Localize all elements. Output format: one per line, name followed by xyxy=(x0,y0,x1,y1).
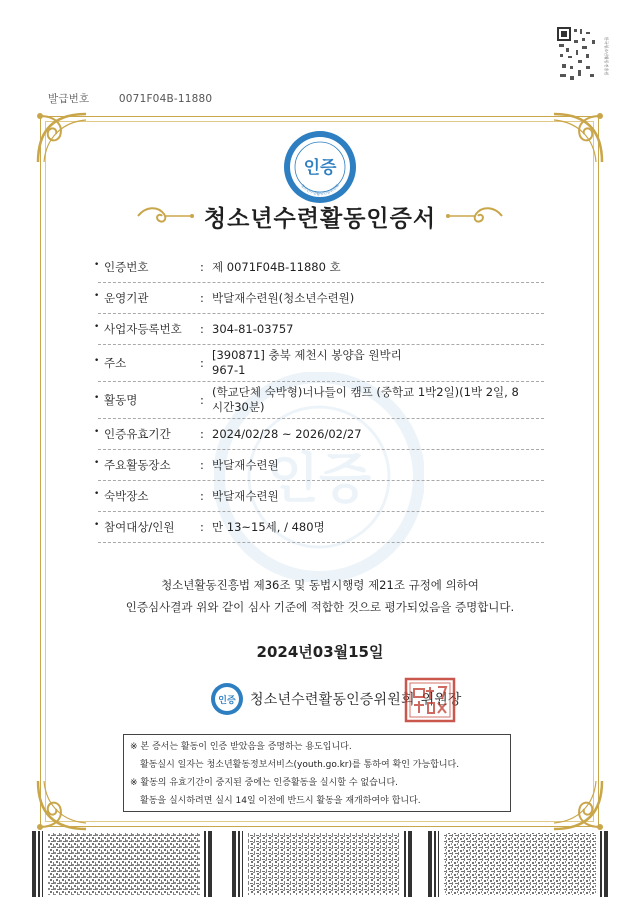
certificate-title: 청소년수련활동인증서 xyxy=(203,205,437,232)
field-label: • 운영기관 xyxy=(98,290,200,306)
field-label: • 인증유효기간 xyxy=(98,426,200,442)
field-colon: : xyxy=(200,393,204,407)
issue-number xyxy=(48,91,212,106)
field-label: • 사업자등록번호 xyxy=(98,321,200,337)
field-value xyxy=(212,348,544,378)
field-row xyxy=(98,252,544,283)
field-colon: : xyxy=(200,520,204,534)
pdf417-barcode-icon xyxy=(428,831,608,897)
pdf417-barcode-icon xyxy=(232,831,412,897)
field-value: 제 0071F04B-11880 호 xyxy=(212,259,341,274)
committee-logo-text: 인증 xyxy=(218,696,236,706)
emblem-bottom-text: 청소년수련활동인증위원회 xyxy=(300,182,340,197)
field-colon: : xyxy=(200,322,204,336)
field-colon: : xyxy=(200,291,204,305)
field-label: • 인증번호 xyxy=(98,259,200,275)
official-seal-icon xyxy=(404,677,456,723)
field-colon: : xyxy=(200,356,204,370)
field-value-line: (학교단체 숙박형)너나들이 캠프 (중학교 1박2일)(1박 2일, 8 xyxy=(212,385,519,399)
emblem-top-text: YOUTH ACTIVITY PROGRAM xyxy=(290,136,350,163)
field-row xyxy=(98,450,544,481)
notice-line: ※ 본 증서는 활동이 인증 받았음을 증명하는 용도입니다. xyxy=(130,742,352,752)
corner-ornament-icon xyxy=(34,777,90,833)
field-value-line: [390871] 충북 제천시 봉양읍 원박리 xyxy=(212,348,402,362)
committee-role: 위원장 xyxy=(420,692,462,708)
field-row xyxy=(98,283,544,314)
field-label: • 주소 xyxy=(98,355,200,371)
notice-line: 활동실시 일자는 청소년활동정보서비스(youth.go.kr)를 통하여 확인 가능합니다. xyxy=(140,760,460,770)
notice-line: ※ 활동의 유효기간이 중지된 중에는 인증활동을 실시할 수 없습니다. xyxy=(130,778,399,788)
corner-ornament-icon xyxy=(550,110,606,166)
corner-ornament-icon xyxy=(34,110,90,166)
field-value: 2024/02/28 ~ 2026/02/27 xyxy=(212,426,362,441)
field-value xyxy=(212,385,544,415)
field-label: • 숙박장소 xyxy=(98,488,200,504)
field-row xyxy=(98,314,544,345)
field-value: 만 13~15세, / 480명 xyxy=(212,519,325,534)
field-value-line: 967-1 xyxy=(212,363,246,377)
issue-number-value: 0071F04B-11880 xyxy=(118,93,213,105)
svg-text:한국청소년활동진흥원: 한국청소년활동진흥원 xyxy=(604,36,609,76)
field-label: • 주요활동장소 xyxy=(98,457,200,473)
field-value: 304-81-03757 xyxy=(212,321,294,336)
field-colon: : xyxy=(200,427,204,441)
statement-line: 청소년활동진흥법 제36조 및 동법시행령 제21조 규정에 의하여 xyxy=(161,578,479,592)
certification-statement xyxy=(0,574,640,618)
field-label: • 참여대상/인원 xyxy=(98,519,200,535)
field-colon: : xyxy=(200,260,204,274)
title-area xyxy=(0,198,640,234)
field-row xyxy=(98,512,544,543)
qr-code-icon xyxy=(556,26,614,84)
field-row xyxy=(98,345,544,382)
committee-logo-icon xyxy=(210,682,244,716)
statement-line: 인증심사결과 위와 같이 심사 기준에 적합한 것으로 평가되었음을 증명합니다. xyxy=(125,600,515,614)
notice-box xyxy=(123,734,511,812)
watermark-text: 인증 xyxy=(266,447,372,510)
field-row xyxy=(98,419,544,450)
emblem-center-text: 인증 xyxy=(303,158,337,178)
issue-date: 2024년03월15일 xyxy=(256,643,384,661)
pdf417-barcode-icon xyxy=(32,831,212,897)
flourish-right-icon xyxy=(446,204,504,228)
field-label: • 활동명 xyxy=(98,392,200,408)
committee-name: 청소년수련활동인증위원회 xyxy=(250,692,415,708)
corner-ornament-icon xyxy=(550,777,606,833)
notice-line: 활동을 실시하려면 실시 14일 이전에 반드시 활동을 재개하여야 합니다. xyxy=(140,796,421,806)
issue-number-label: 발급번호 xyxy=(48,93,90,105)
field-value: 박달재수련원 xyxy=(212,457,279,472)
field-colon: : xyxy=(200,489,204,503)
field-value: 박달재수련원(청소년수련원) xyxy=(212,290,355,305)
field-row xyxy=(98,382,544,419)
flourish-left-icon xyxy=(136,204,194,228)
field-value: 박달재수련원 xyxy=(212,488,279,503)
field-value-line: 시간30분) xyxy=(212,400,265,414)
certificate-details xyxy=(98,252,544,543)
certification-emblem-icon xyxy=(282,129,358,205)
field-row xyxy=(98,481,544,512)
field-colon: : xyxy=(200,458,204,472)
